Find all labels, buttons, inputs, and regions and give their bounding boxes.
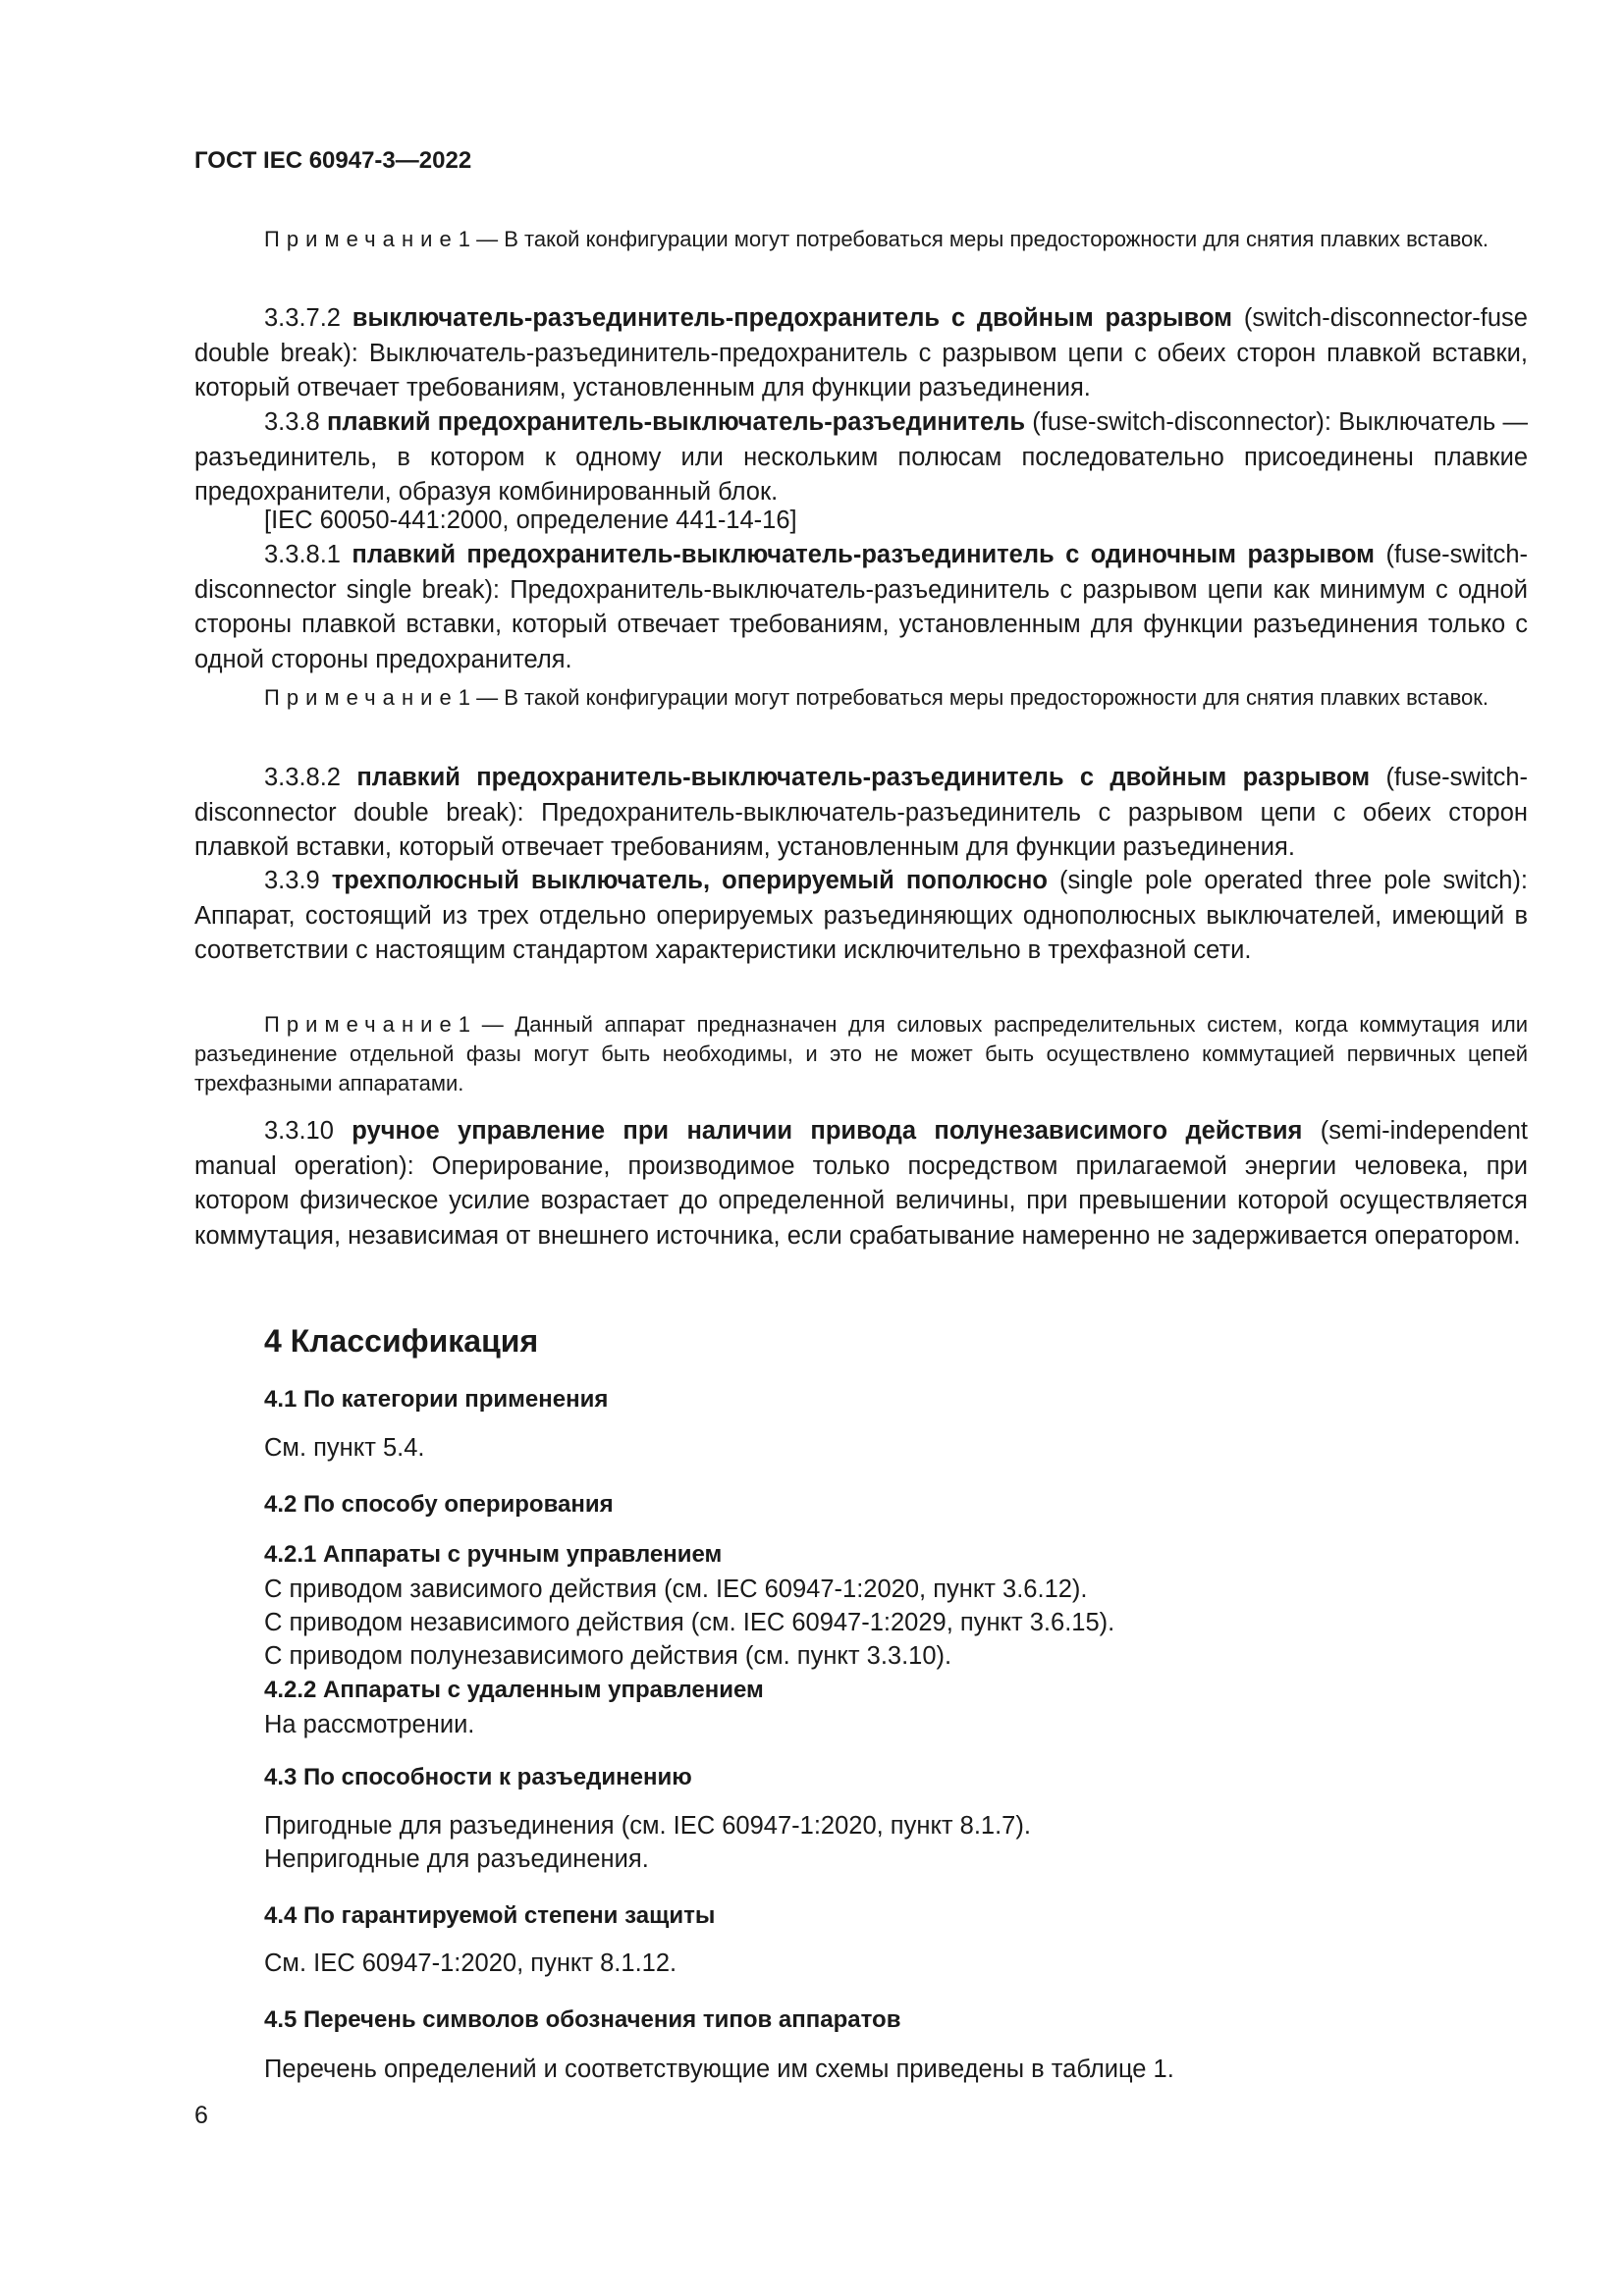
page-number: 6: [194, 2102, 208, 2129]
definition-3-3-8-2: [194, 761, 1528, 866]
subsection-heading: 4.5 Перечень символов обозначения типов аппаратов: [264, 2006, 901, 2033]
definition-text: (fuse-switch-disconnector double break): Предохранитель-выключатель-разъединитель с разрывом цепи с обеих сторон плавкой вставки, который отвечает требованиям, установленным для функции разъединения.: [194, 764, 1528, 861]
subsubsection-heading: 4.2.2 Аппараты с удаленным управлением: [264, 1677, 764, 1703]
term: плавкий предохранитель-выключатель-разъединитель: [326, 408, 1026, 436]
subsection-heading: 4.3 По способности к разъединению: [264, 1764, 692, 1790]
note-number: 1: [458, 685, 470, 710]
paragraph: Перечень определений и соответствующие им схемы приведены в таблице 1.: [264, 2056, 1174, 2083]
note-label: Примечание: [264, 685, 459, 710]
section-heading: 4 Классификация: [264, 1323, 539, 1359]
clause-number: 3.3.7.2: [264, 304, 352, 332]
term: трехполюсный выключатель, оперируемый пополюсно: [331, 867, 1048, 894]
paragraph: Пригодные для разъединения (см. IEC 60947-1:2020, пункт 8.1.7).: [264, 1812, 1031, 1840]
paragraph: См. пункт 5.4.: [264, 1434, 425, 1462]
note-label: Примечание: [264, 227, 459, 251]
definition-3-3-7-2: [194, 301, 1528, 406]
definition-text: (fuse-switch-disconnector single break): Предохранитель-выключатель-разъединитель с разрывом цепи как минимум с одной стороны плавкой вставки, который отвечает требованиям, установленным для функции разъединения только с одной стороны предохранителя.: [194, 541, 1528, 673]
term: плавкий предохранитель-выключатель-разъединитель с двойным разрывом: [356, 764, 1371, 791]
clause-number: 3.3.8.2: [264, 764, 357, 791]
subsubsection-heading: 4.2.1 Аппараты с ручным управлением: [264, 1541, 723, 1568]
note-text: — В такой конфигурации могут потребоваться меры предосторожности для снятия плавких вставок.: [470, 685, 1489, 710]
definition-text: (single pole operated three pole switch): Аппарат, состоящий из трех отдельно оперируемых разъединяющих однополюсных выключателей, имеющий в соответствии с настоящим стандартом характеристики исключительно в трехфазной сети.: [194, 867, 1528, 964]
note-number: 1: [458, 1012, 470, 1037]
paragraph: С приводом полунезависимого действия (см. пункт 3.3.10).: [264, 1642, 952, 1670]
note-text: — Данный аппарат предназначен для силовых распределительных систем, когда коммутация или разъединение отдельной фазы могут быть необходимы, и это не может быть осуществлено коммутацией первичных цепей трехфазными аппаратами.: [194, 1012, 1528, 1095]
paragraph: На рассмотрении.: [264, 1711, 475, 1738]
definition-text: (switch-disconnector-fuse double break): Выключатель-разъединитель-предохранитель с разрывом цепи с обеих сторон плавкой вставки, который отвечает требованиям, установленным для функции разъединения.: [194, 304, 1528, 401]
term: плавкий предохранитель-выключатель-разъединитель с одиночным разрывом: [352, 541, 1376, 568]
subsection-heading: 4.2 По способу оперирования: [264, 1491, 614, 1518]
term: выключатель-разъединитель-предохранитель с двойным разрывом: [352, 304, 1233, 332]
definition-3-3-9: [194, 864, 1528, 969]
reference-line: [IEC 60050-441:2000, определение 441-14-16]: [264, 507, 797, 534]
definition-3-3-10: [194, 1114, 1528, 1254]
note: [194, 683, 1528, 713]
definition-3-3-8: [194, 405, 1528, 510]
term: ручное управление при наличии привода полунезависимого действия: [352, 1117, 1303, 1145]
clause-number: 3.3.8.1: [264, 541, 352, 568]
note: [194, 1010, 1528, 1098]
definition-text: (fuse-switch-disconnector): Выключатель — разъединитель, в котором к одному или нескольким полюсам последовательно присоединены плавкие предохранители, образуя комбинированный блок.: [194, 408, 1528, 506]
definition-3-3-8-1: [194, 538, 1528, 677]
document-header: ГОСТ IEC 60947-3—2022: [194, 147, 472, 174]
subsection-heading: 4.4 По гарантируемой степени защиты: [264, 1902, 716, 1929]
clause-number: 3.3.9: [264, 867, 332, 894]
note-label: Примечание: [264, 1012, 459, 1037]
paragraph: См. IEC 60947-1:2020, пункт 8.1.12.: [264, 1949, 677, 1977]
clause-number: 3.3.8: [264, 408, 327, 436]
paragraph: С приводом независимого действия (см. IEC 60947-1:2029, пункт 3.6.15).: [264, 1609, 1115, 1636]
paragraph: С приводом зависимого действия (см. IEC 60947-1:2020, пункт 3.6.12).: [264, 1575, 1088, 1603]
clause-number: 3.3.10: [264, 1117, 352, 1145]
note-text: — В такой конфигурации могут потребоваться меры предосторожности для снятия плавких вставок.: [470, 227, 1489, 251]
definition-text: (semi-independent manual operation): Оперирование, производимое только посредством прилагаемой энергии человека, при котором физическое усилие возрастает до определенной величины, при превышении которой осуществляется коммутация, независимая от внешнего источника, если срабатывание намеренно не задерживается оператором.: [194, 1117, 1529, 1250]
note-number: 1: [458, 227, 470, 251]
subsection-heading: 4.1 По категории применения: [264, 1386, 609, 1413]
paragraph: Непригодные для разъединения.: [264, 1845, 649, 1873]
note: [194, 225, 1528, 254]
